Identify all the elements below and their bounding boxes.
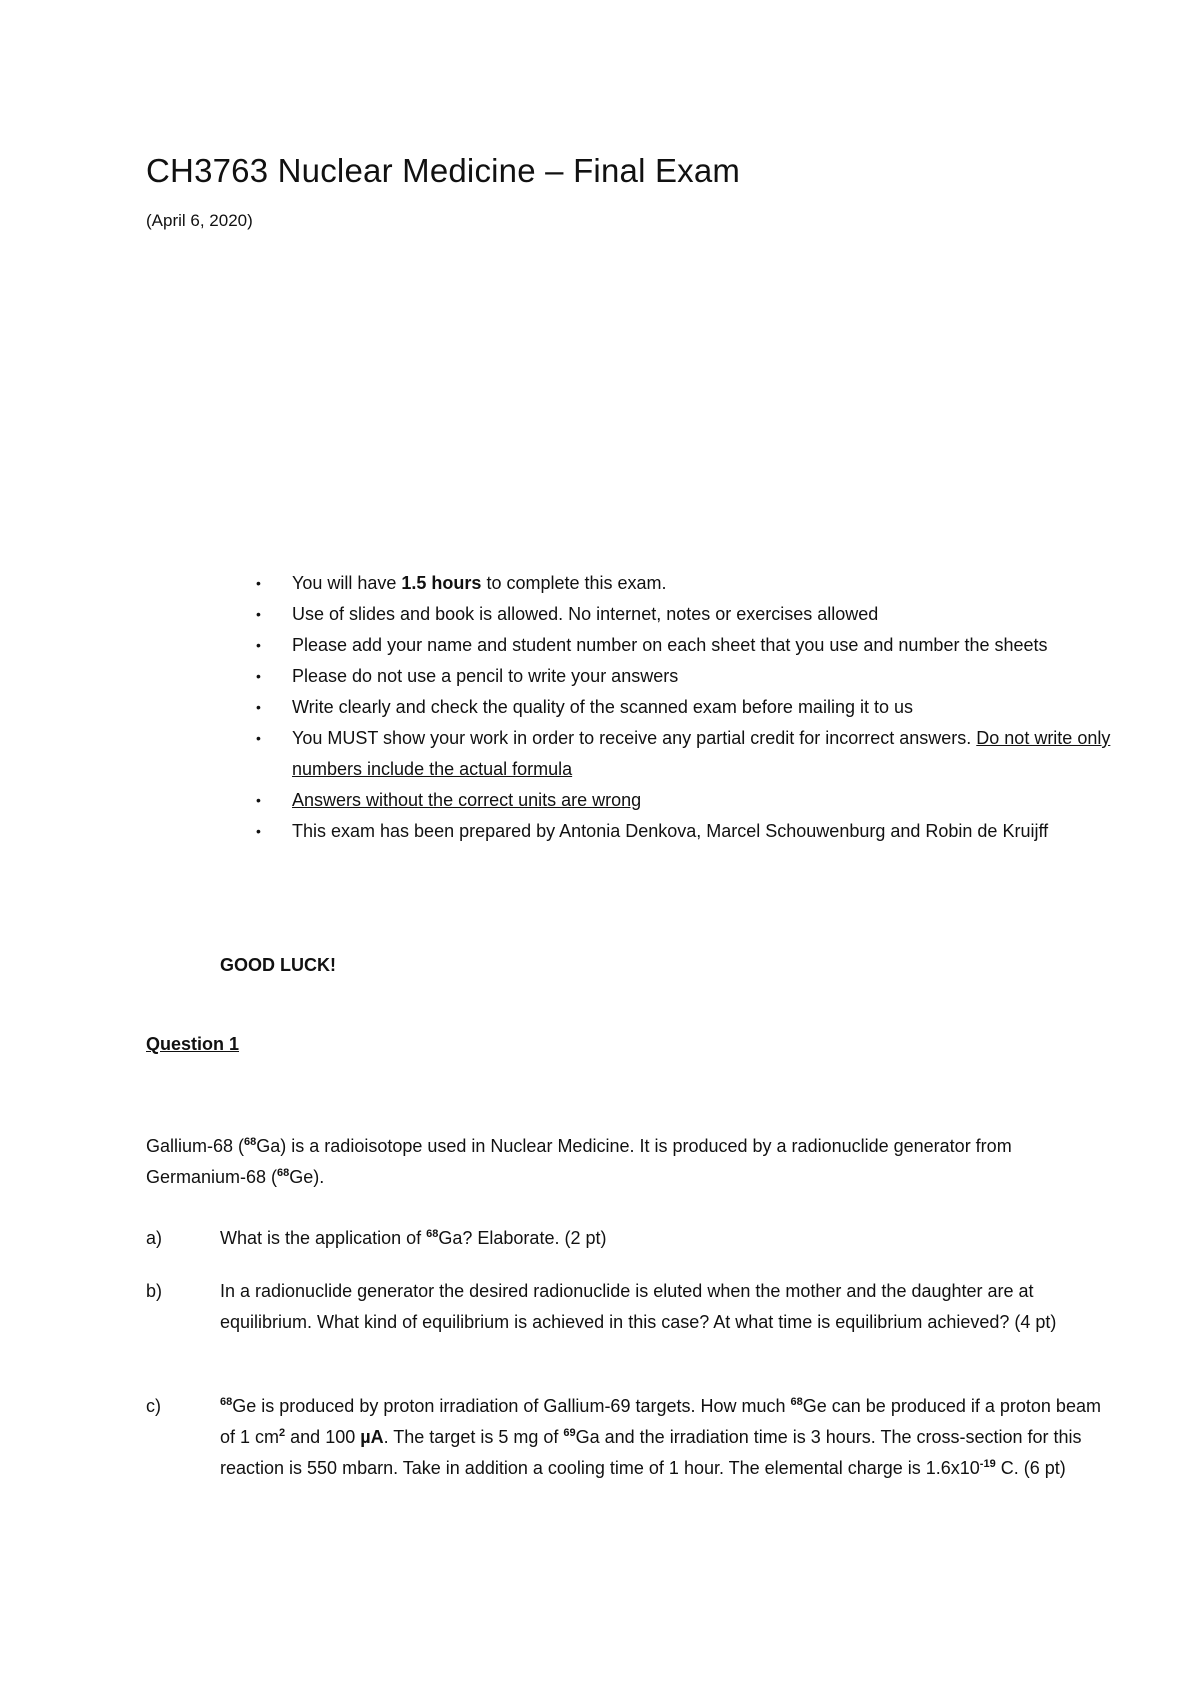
question-heading: Question 1 [146,1034,240,1054]
current-unit: µA [360,1427,384,1447]
subquestion-b [146,1276,1106,1338]
bullet-icon: • [256,699,261,715]
instruction-item [256,568,1116,599]
subquestion-letter: c) [146,1396,161,1416]
subquestion-c [146,1391,1106,1484]
exam-date: (April 6, 2020) [146,211,253,230]
instruction-item [256,599,1116,630]
exam-title: CH3763 Nuclear Medicine – Final Exam [146,152,741,189]
instruction-text: You will have [292,573,402,593]
subquestion-text-part: . The target is 5 mg of [383,1427,564,1447]
subquestion-text-part: Ge can be produced if a proton beam of 1 cm [220,1396,1101,1447]
subquestion-text-part: Ga? Elaborate. (2 pt) [438,1228,607,1248]
instruction-text: to complete this exam. [481,573,667,593]
mass-number: 69 [563,1427,576,1439]
units-warning: Answers without the correct units are wrong [292,790,642,810]
instruction-text: Write clearly and check the quality of the scanned exam before mailing it to us [292,697,913,717]
instruction-item [256,723,1116,785]
exponent: 2 [279,1427,286,1439]
instruction-item [256,816,1116,847]
intro-text: Ga) is a radioisotope used in Nuclear Medicine. It is produced by a radionuclide generator from Germanium-68 ( [146,1136,1012,1187]
mass-number: 68 [790,1396,803,1408]
subquestion-text [220,1391,1106,1484]
subquestion-text-part: and 100 [285,1427,361,1447]
intro-text: Gallium-68 ( [146,1136,245,1156]
subquestion-letter: a) [146,1228,163,1248]
instruction-item [256,661,1116,692]
subquestion-letter: b) [146,1281,163,1301]
subquestion-text-part: Ga and the irradiation time is 3 hours. The cross-section for this reaction is 550 mbarn. Take in addition a cooling time of 1 hour. The elemental charge is 1.6x10 [220,1427,1082,1478]
instruction-text: Please add your name and student number on each sheet that you use and number the sheets [292,635,1048,655]
intro-text: Ge). [289,1167,325,1187]
bullet-icon: • [256,668,261,684]
bullet-icon: • [256,606,261,622]
question-intro [146,1131,1106,1193]
good-luck-text: GOOD LUCK! [220,955,336,975]
subquestion-text: In a radionuclide generator the desired radionuclide is eluted when the mother and the daughter are at equilibrium. What kind of equilibrium is achieved in this case? At what time is equilibrium achieved? (4 pt) [220,1281,1057,1332]
instruction-item [256,692,1116,723]
mass-number: 68 [244,1136,257,1148]
instruction-text: Use of slides and book is allowed. No internet, notes or exercises allowed [292,604,879,624]
mass-number: 68 [220,1396,233,1408]
instruction-text: You MUST show your work in order to receive any partial credit for incorrect answers. [292,728,977,748]
bullet-icon: • [256,823,261,839]
subquestion-text-part: Ge is produced by proton irradiation of Gallium-69 targets. How much [232,1396,791,1416]
duration-highlight: 1.5 hours [401,573,482,593]
mass-number: 68 [426,1228,439,1240]
subquestion-text-part: What is the application of [220,1228,427,1248]
bullet-icon: • [256,575,261,591]
mass-number: 68 [277,1167,290,1179]
subquestion-text [220,1223,1106,1254]
formula-warning: Do not write only numbers include the actual formula [292,728,1111,779]
instructions-list [256,568,1116,847]
bullet-icon: • [256,637,261,653]
bullet-icon: • [256,792,261,808]
subquestion-text-part: C. (6 pt) [995,1458,1066,1478]
instruction-item [256,785,1116,816]
exponent: -19 [979,1458,996,1470]
bullet-icon: • [256,730,261,746]
instruction-text: This exam has been prepared by Antonia Denkova, Marcel Schouwenburg and Robin de Kruijff [292,821,1049,841]
instruction-text: Please do not use a pencil to write your answers [292,666,679,686]
instruction-item [256,630,1116,661]
subquestion-a [146,1223,1106,1254]
